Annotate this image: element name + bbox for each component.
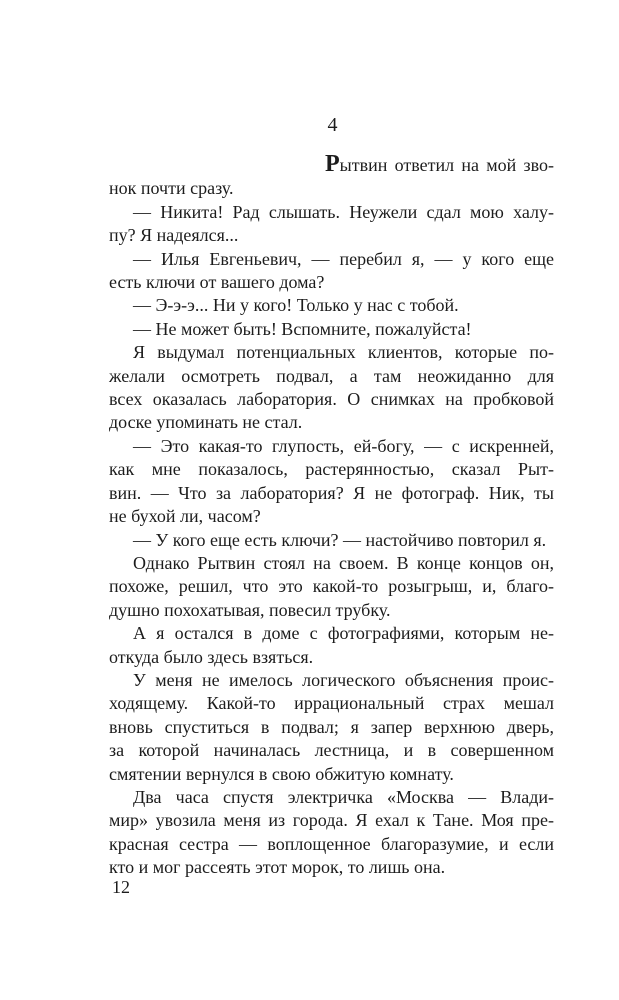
paragraph	[109, 318, 554, 341]
paragraph	[109, 622, 554, 669]
text-line: Два часа спустя электричка «Москва — Влади-	[133, 786, 554, 807]
text-line: пу? Я надеялся...	[109, 225, 239, 246]
text-line: откуда было здесь взяться.	[109, 646, 314, 667]
paragraph	[109, 248, 554, 295]
paragraph	[109, 201, 554, 248]
paragraph	[109, 341, 554, 435]
text-line: ходящему. Какой-то иррациональный страх мешал	[109, 693, 554, 714]
text-line: всех оказалась лаборатория. О снимках на пробковой	[109, 389, 554, 410]
text-line: Рытвин ответил на мой зво-	[325, 151, 554, 177]
paragraph	[109, 552, 554, 622]
paragraph	[109, 669, 554, 786]
text-line: — Э-э-э... Ни у кого! Только у нас с тобой.	[133, 295, 459, 316]
text-line: У меня не имелось логического объяснения проис-	[133, 669, 554, 690]
text-line: красная сестра — воплощенное благоразумие, и если	[109, 833, 554, 854]
paragraph	[109, 786, 554, 880]
text-line: за которой начиналась лестница, и в совершенном	[109, 740, 554, 761]
text-line: не бухой ли, часом?	[109, 506, 261, 527]
text-line: — Это какая-то глупость, ей-богу, — с искренней,	[133, 435, 554, 456]
text-line: вин. — Что за лаборатория? Я не фотограф. Ник, ты	[109, 482, 554, 503]
initial-letter: Р	[325, 151, 340, 177]
text-line: А я остался в доме с фотографиями, которым не-	[133, 623, 554, 644]
text-line: душно похохатывая, повесил трубку.	[109, 599, 391, 620]
page-number: 12	[112, 877, 130, 897]
text-line: — Никита! Рад слышать. Неужели сдал мою халу-	[133, 201, 554, 222]
text-line: кто и мог рассеять этот морок, то лишь она.	[109, 857, 446, 878]
paragraph	[109, 151, 554, 201]
text-line: — Не может быть! Вспомните, пожалуйста!	[133, 318, 472, 339]
text-line: — Илья Евгеньевич, — перебил я, — у кого еще	[133, 248, 554, 269]
text-line: есть ключи от вашего дома?	[109, 272, 325, 293]
text-line: Я выдумал потенциальных клиентов, которые по-	[133, 342, 554, 363]
text-line: нок почти сразу.	[109, 178, 234, 199]
text-line: мир» увозила меня из города. Я ехал к Тане. Моя пре-	[109, 810, 554, 831]
text-line: Однако Рытвин стоял на своем. В конце концов он,	[133, 552, 554, 573]
chapter-number: 4	[327, 114, 338, 136]
text-line: вновь спуститься в подвал; я запер верхнюю дверь,	[109, 716, 554, 737]
text-line: как мне показалось, растерянностью, сказал Рыт-	[109, 459, 554, 480]
paragraph	[109, 294, 554, 317]
text-line: смятении вернулся в свою обжитую комнату.	[109, 763, 454, 784]
text-body	[109, 151, 554, 880]
text-line: доске упоминать не стал.	[109, 412, 303, 433]
text-line: желали осмотреть подвал, а там неожиданно для	[109, 365, 554, 386]
paragraph	[109, 435, 554, 529]
text-line: похоже, решил, что это какой-то розыгрыш, и, благо-	[109, 576, 554, 597]
text-line: — У кого еще есть ключи? — настойчиво повторил я.	[133, 529, 547, 550]
paragraph	[109, 529, 554, 552]
